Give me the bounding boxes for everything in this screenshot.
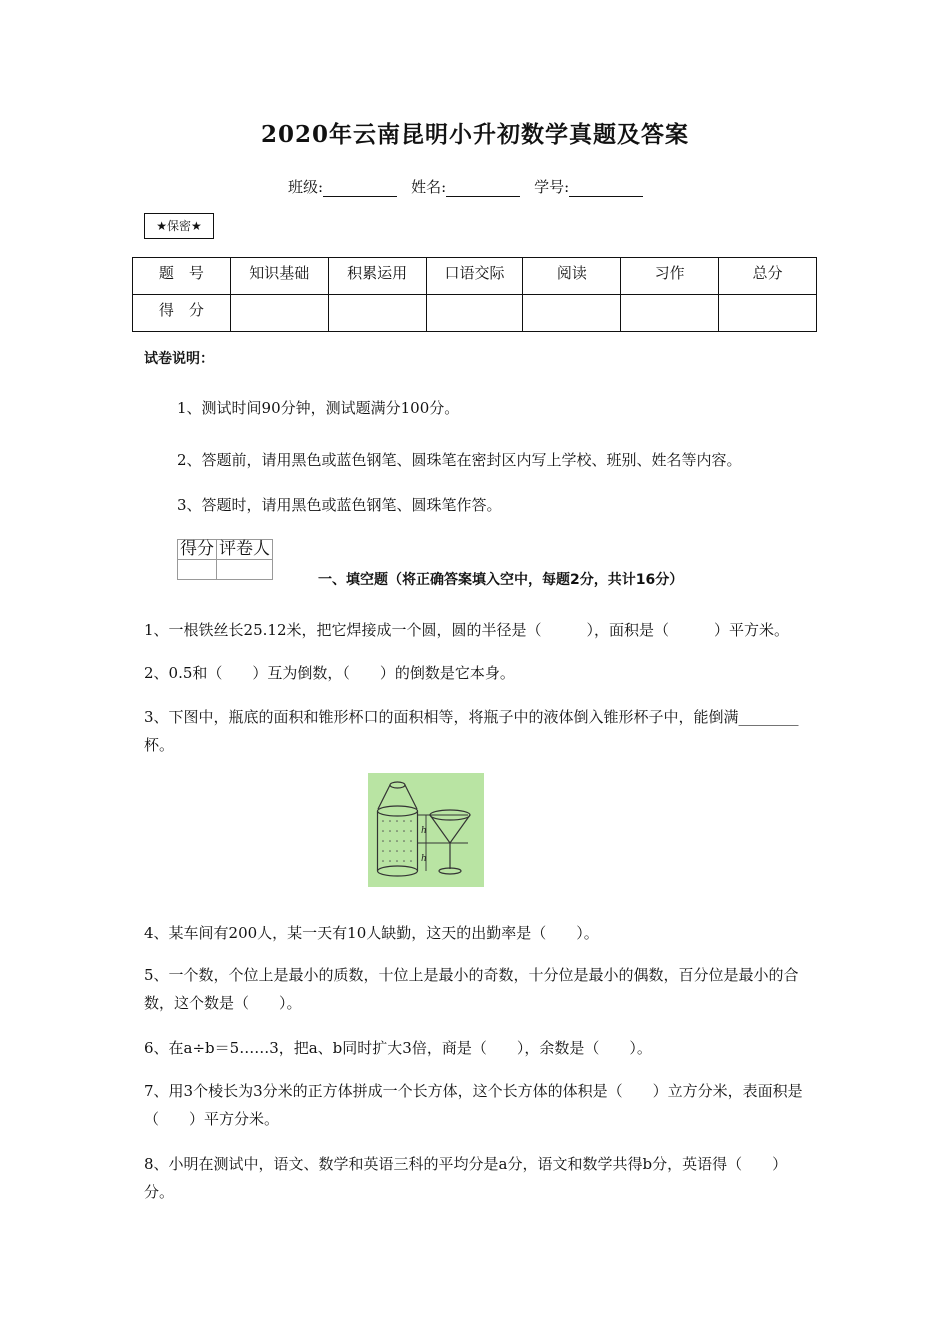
instruction-item: 1、测试时间90分钟，测试题满分100分。 <box>177 399 460 417</box>
grader-box <box>177 539 273 580</box>
bottle-and-cone-cup-figure <box>368 773 484 887</box>
score-header-cell: 知识基础 <box>230 258 328 295</box>
question-8: 8、小明在测试中，语文、数学和英语三科的平均分是a分，语文和数学共得b分，英语得（ ）分。 <box>144 1155 788 1201</box>
grader-name-label: 评卷人 <box>217 540 273 560</box>
score-header-cell: 习作 <box>621 258 719 295</box>
height-label-lower: h <box>421 854 427 864</box>
score-header-cell: 总分 <box>719 258 817 295</box>
score-header-cell: 题 号 <box>133 258 231 295</box>
height-label-upper: h <box>421 826 427 836</box>
score-header-cell: 阅读 <box>523 258 621 295</box>
score-header-cell: 积累运用 <box>328 258 426 295</box>
class-field[interactable]: 班级: <box>288 176 397 197</box>
score-input-cell[interactable] <box>328 295 426 332</box>
score-input-cell[interactable] <box>719 295 817 332</box>
score-input-cell[interactable] <box>621 295 719 332</box>
score-input-cell[interactable] <box>230 295 328 332</box>
grader-score-label: 得分 <box>178 540 217 560</box>
instruction-item: 3、答题时，请用黑色或蓝色钢笔、圆珠笔作答。 <box>177 496 502 514</box>
instruction-item: 2、答题前，请用黑色或蓝色钢笔、圆珠笔在密封区内写上学校、班别、姓名等内容。 <box>177 451 742 469</box>
question-2: 2、0.5和（ ）互为倒数，（ ）的倒数是它本身。 <box>144 664 515 682</box>
section-heading: 一、填空题（将正确答案填入空中，每题2分，共计16分） <box>318 572 684 588</box>
score-input-cell[interactable] <box>426 295 523 332</box>
score-row-label: 得 分 <box>133 295 231 332</box>
instructions-heading: 试卷说明： <box>144 351 214 367</box>
student-info-row <box>288 176 643 197</box>
grader-score-cell[interactable] <box>178 560 217 580</box>
question-6: 6、在a÷b＝5……3，把a、b同时扩大3倍，商是（ ），余数是（ ）。 <box>144 1039 652 1057</box>
question-5: 5、一个数，个位上是最小的质数，十位上是最小的奇数，十分位是最小的偶数，百分位是最小的合数，这个数是（ ）。 <box>144 966 799 1012</box>
score-table-score-row <box>133 295 817 332</box>
question-3: 3、下图中，瓶底的面积和锥形杯口的面积相等，将瓶子中的液体倒入锥形杯子中，能倒满________杯。 <box>144 708 799 754</box>
score-table <box>132 257 817 332</box>
page-title: 2020年云南昆明小升初数学真题及答案 <box>260 121 689 148</box>
name-field[interactable]: 姓名: <box>411 176 520 197</box>
grader-name-cell[interactable] <box>217 560 273 580</box>
score-input-cell[interactable] <box>523 295 621 332</box>
student-id-field[interactable]: 学号: <box>534 176 643 197</box>
score-header-cell: 口语交际 <box>426 258 523 295</box>
question-1: 1、一根铁丝长25.12米，把它焊接成一个圆，圆的半径是（ ），面积是（ ）平方米。 <box>144 621 789 639</box>
score-table-header-row <box>133 258 817 295</box>
question-4: 4、某车间有200人，某一天有10人缺勤，这天的出勤率是（ ）。 <box>144 924 599 942</box>
confidential-badge: ★保密★ <box>144 213 214 239</box>
question-7: 7、用3个棱长为3分米的正方体拼成一个长方体，这个长方体的体积是（ ）立方分米，表面积是（ ）平方分米。 <box>144 1082 803 1128</box>
